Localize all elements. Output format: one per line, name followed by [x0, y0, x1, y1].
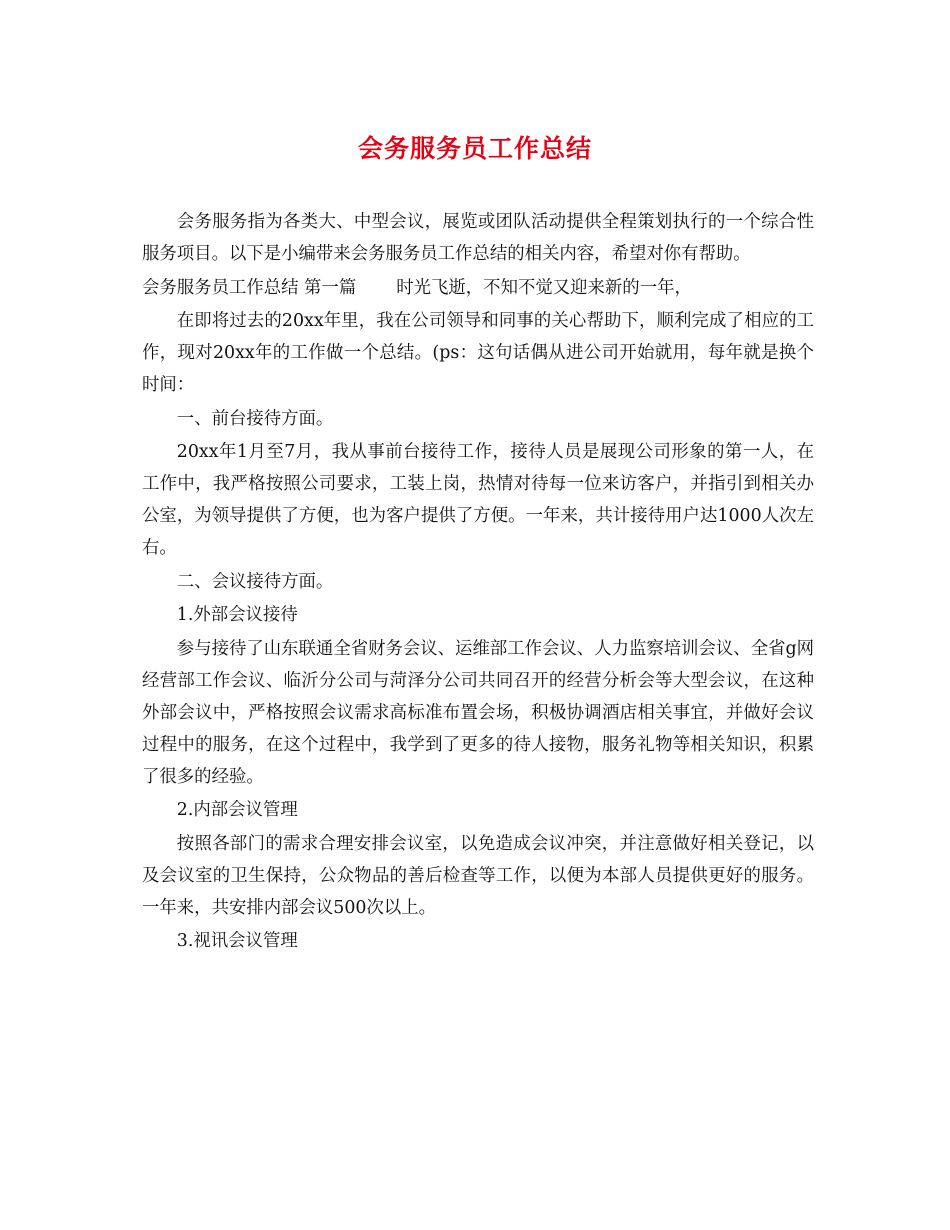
- part-label: 会务服务员工作总结 第一篇: [142, 277, 357, 298]
- reception-paragraph: 20xx年1月至7月，我从事前台接待工作，接待人员是展现公司形象的第一人，在工作中，我严格按照公司要求，工装上岗，热情对待每一位来访客户，并指引到相关办公室，为领导提供了方便，也为客户提供了方便。一年来，共计接待用户达1000人次左右。: [142, 442, 814, 558]
- summary-paragraph: 在即将过去的20xx年里，我在公司领导和同事的关心帮助下，顺利完成了相应的工作，现对20xx年的工作做一个总结。(ps：这句话偶从进公司开始就用，每年就是换个时间：: [142, 311, 814, 395]
- external-meeting-paragraph: 参与接待了山东联通全省财务会议、运维部工作会议、人力监察培训会议、全省g网经营部工作会议、临沂分公司与菏泽分公司共同召开的经营分析会等大型会议，在这种外部会议中，严格按照会议需求高标准布置会场，积极协调酒店相关事宜，并做好会议过程中的服务，在这个过程中，我学到了更多的待人接物，服务礼物等相关知识，积累了很多的经验。: [142, 638, 814, 787]
- heading-video-meeting: 3.视讯会议管理: [176, 931, 298, 951]
- internal-meeting-paragraph: 按照各部门的需求合理安排会议室，以免造成会议冲突，并注意做好相关登记，以及会议室的卫生保持，公众物品的善后检查等工作，以便为本部人员提供更好的服务。一年来，共安排内部会议500次以上。: [142, 833, 814, 918]
- heading-external-meeting: 1.外部会议接待: [176, 605, 298, 625]
- document-body: [142, 206, 814, 959]
- intro-paragraph: 会务服务指为各类大、中型会议，展览或团队活动提供全程策划执行的一个综合性服务项目。以下是小编带来会务服务员工作总结的相关内容，希望对你有帮助。: [142, 212, 814, 264]
- heading-meeting: 二、会议接待方面。: [176, 571, 334, 592]
- heading-reception: 一、前台接待方面。: [176, 408, 334, 429]
- heading-internal-meeting: 2.内部会议管理: [176, 800, 298, 820]
- part-line: [142, 272, 814, 304]
- part-lead: 时光飞逝，不知不觉又迎来新的一年，: [396, 277, 692, 298]
- document-title: 会务服务员工作总结: [357, 134, 592, 163]
